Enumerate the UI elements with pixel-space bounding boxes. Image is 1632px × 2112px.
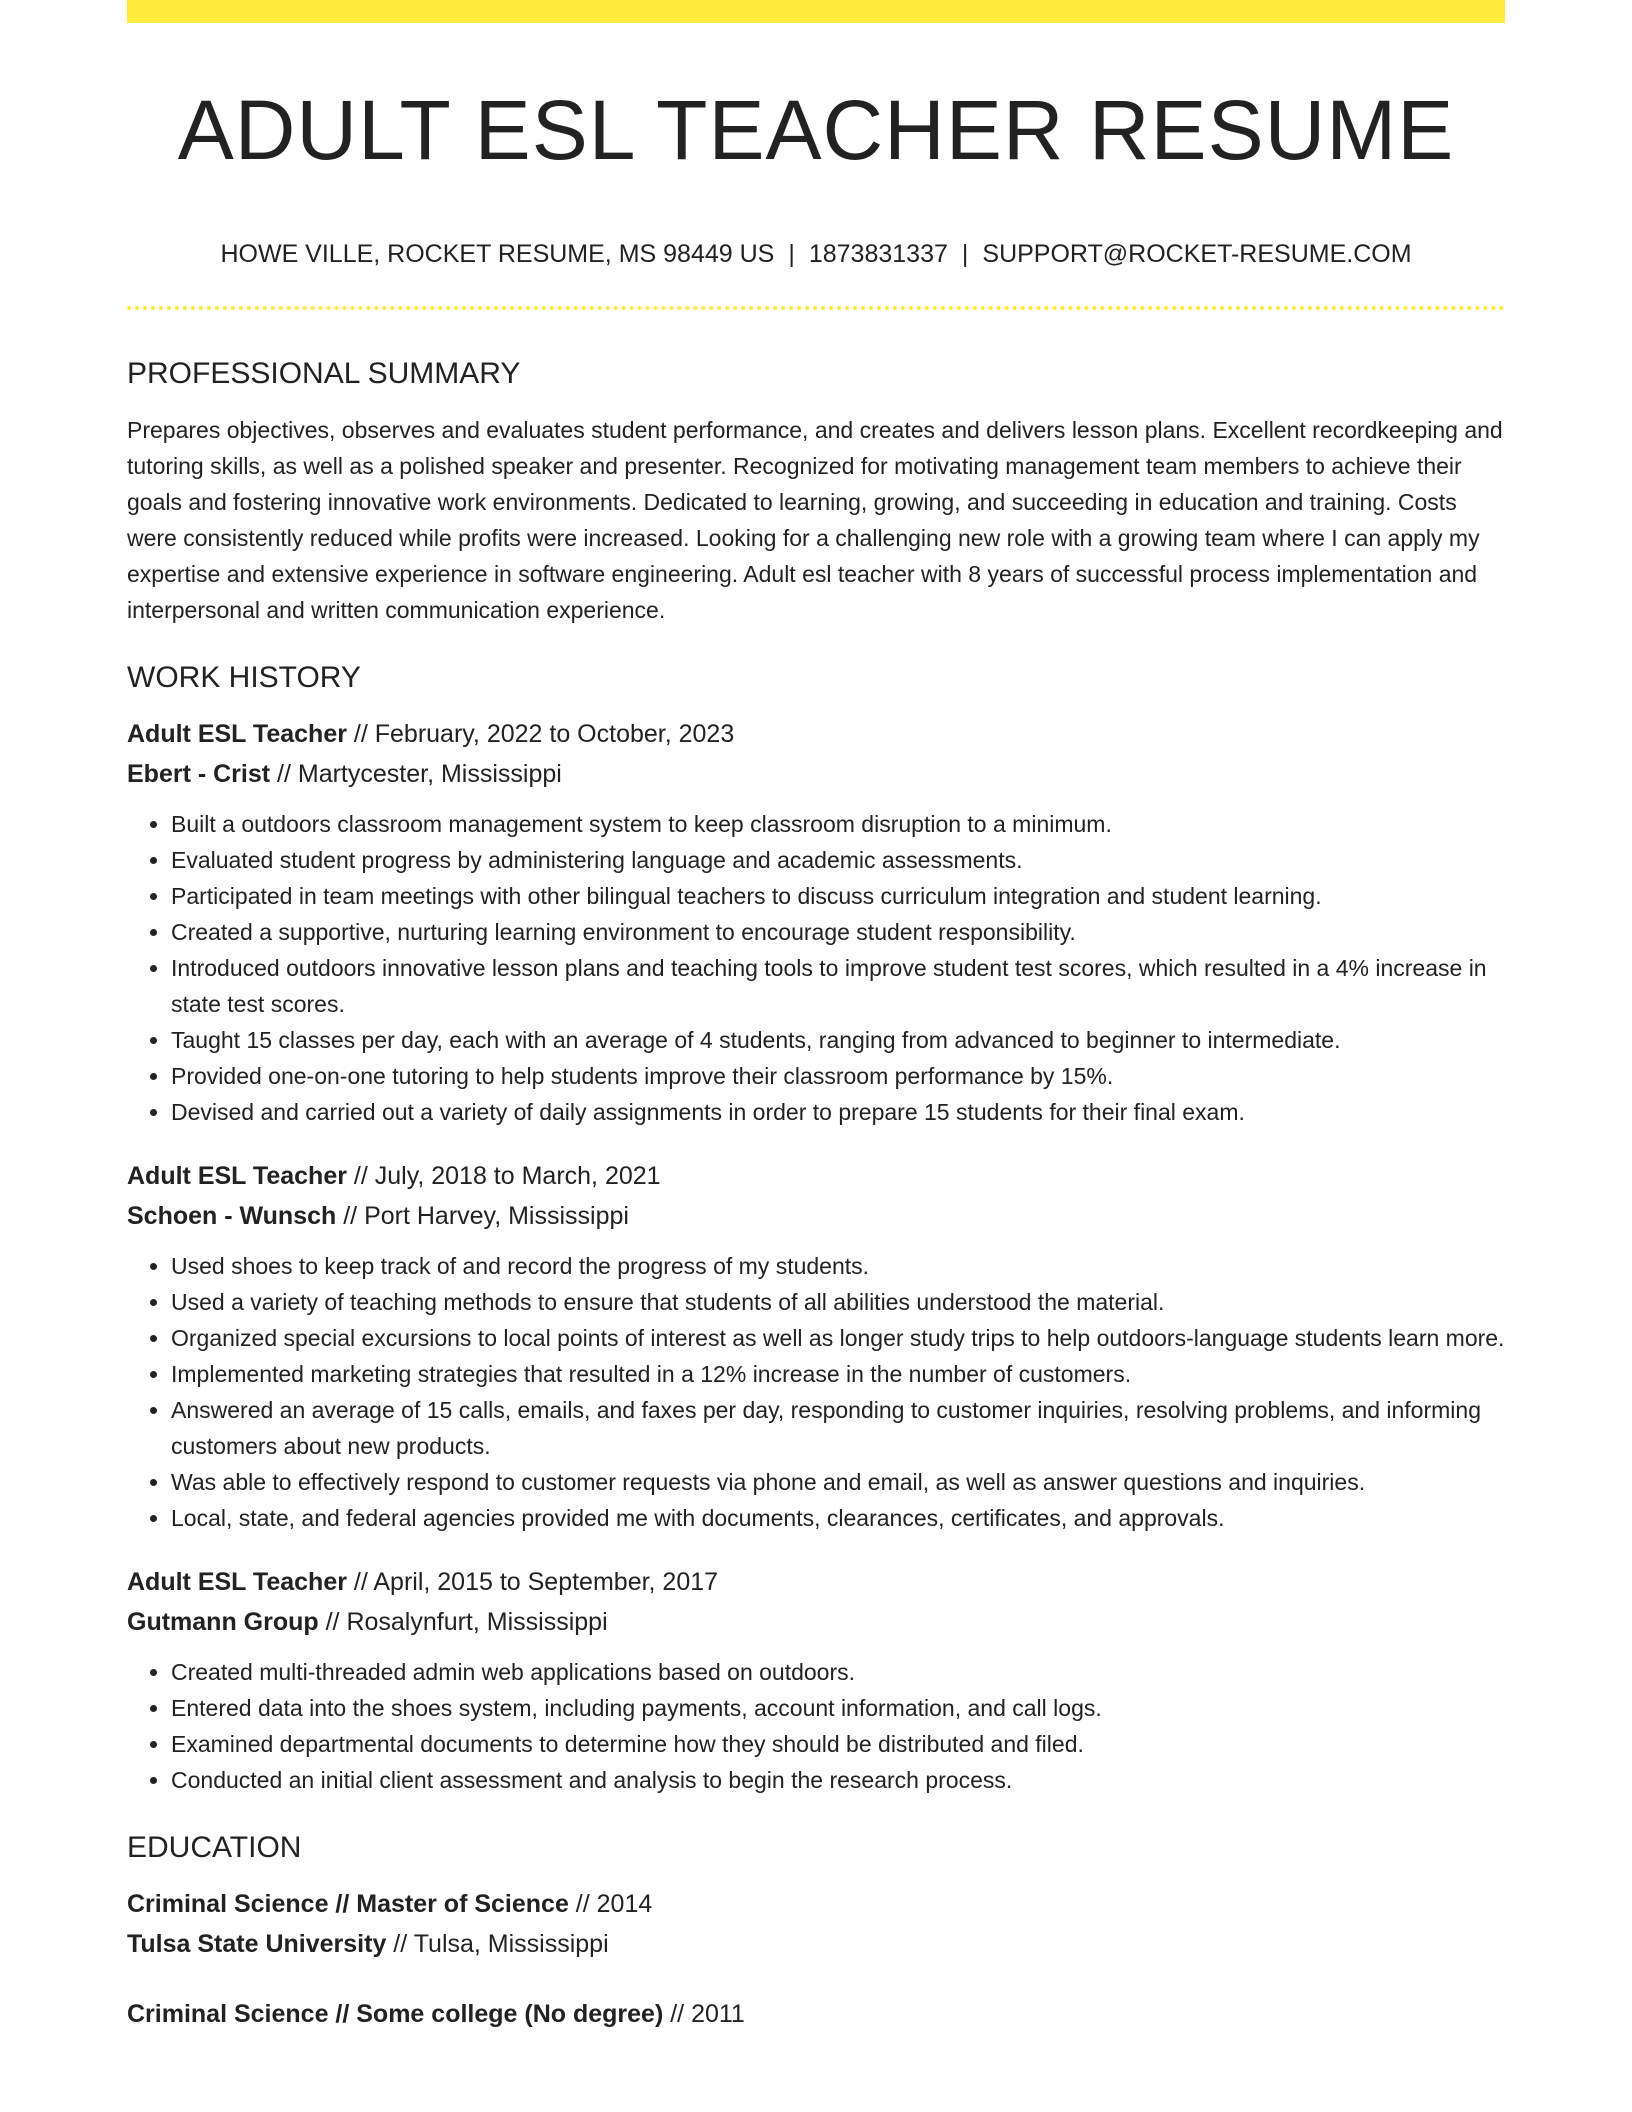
list-item: • Entered data into the shoes system, including payments, account information, and call logs. [171, 1690, 1505, 1726]
list-item: • Provided one-on-one tutoring to help students improve their classroom performance by 15%. [171, 1058, 1505, 1094]
contact-separator: | [961, 240, 969, 268]
job-company-line [127, 754, 1505, 794]
contact-phone: 1873831337 [808, 240, 948, 268]
resume-title: ADULT ESL TEACHER RESUME [177, 83, 1455, 177]
list-item: • Devised and carried out a variety of daily assignments in order to prepare 15 students for their final exam. [171, 1094, 1505, 1130]
education-degree: Criminal Science // Master of Science [127, 1890, 569, 1918]
job-company: Gutmann Group [127, 1608, 319, 1636]
job-title-line [127, 1156, 1505, 1196]
job-bullets [127, 806, 1505, 1130]
education-section [127, 1824, 1505, 2034]
education-heading: EDUCATION [127, 1831, 302, 1864]
list-item: • Participated in team meetings with other bilingual teachers to discuss curriculum integration and student learning. [171, 878, 1505, 914]
list-item: • Examined departmental documents to determine how they should be distributed and filed. [171, 1726, 1505, 1762]
job-company: Schoen - Wunsch [127, 1202, 337, 1230]
list-item: • Introduced outdoors innovative lesson plans and teaching tools to improve student test scores, which resulted in a 4% increase in state test scores. [171, 950, 1505, 1022]
job-company-line [127, 1196, 1505, 1236]
work-history-heading: WORK HISTORY [127, 661, 361, 694]
job-dates: // July, 2018 to March, 2021 [346, 1162, 661, 1190]
job-dates: // April, 2015 to September, 2017 [346, 1568, 719, 1596]
contact-line [127, 236, 1505, 272]
work-history-section [127, 654, 1505, 1798]
list-item: • Used shoes to keep track of and record the progress of my students. [171, 1248, 1505, 1284]
job-role: Adult ESL Teacher [127, 1568, 347, 1596]
education-school-line [127, 1924, 1505, 1964]
list-item: • Evaluated student progress by administering language and academic assessments. [171, 842, 1505, 878]
job-title-line [127, 1562, 1505, 1602]
list-item: • Created a supportive, nurturing learning environment to encourage student responsibility. [171, 914, 1505, 950]
job-bullets [127, 1654, 1505, 1798]
list-item: • Created multi-threaded admin web applications based on outdoors. [171, 1654, 1505, 1690]
job-location: // Rosalynfurt, Mississippi [318, 1608, 608, 1636]
list-item: • Organized special excursions to local points of interest as well as longer study trips to help outdoors-language students learn more. [171, 1320, 1505, 1356]
job-title-line [127, 714, 1505, 754]
list-item: • Conducted an initial client assessment and analysis to begin the research process. [171, 1762, 1505, 1798]
education-degree-line [127, 1884, 1505, 1924]
job-dates: // February, 2022 to October, 2023 [346, 720, 735, 748]
education-degree: Criminal Science // Some college (No degree) [127, 2000, 664, 2028]
job-location: // Port Harvey, Mississippi [336, 1202, 629, 1230]
education-year: // 2014 [568, 1890, 653, 1918]
list-item: • Was able to effectively respond to customer requests via phone and email, as well as answer questions and inquiries. [171, 1464, 1505, 1500]
job-entry [127, 714, 1505, 1130]
job-role: Adult ESL Teacher [127, 1162, 347, 1190]
list-item: • Implemented marketing strategies that resulted in a 12% increase in the number of customers. [171, 1356, 1505, 1392]
summary-text: Prepares objectives, observes and evaluates student performance, and creates and delivers lesson plans. Excellent recordkeeping and tutoring skills, as well as a polished speaker and presenter. Recognized for motivating management team members to achieve their goals and fostering innovative work environments. Dedicated to learning, growing, and succeeding in education and training. Costs were consistently reduced while profits were increased. Looking for a challenging new role with a growing team where I can apply my expertise and extensive experience in software engineering. Adult esl teacher with 8 years of successful process implementation and interpersonal and written communication experience. [127, 417, 1503, 623]
education-degree-line [127, 1994, 1505, 2034]
job-company: Ebert - Crist [127, 760, 271, 788]
top-accent-bar [127, 0, 1505, 23]
list-item: • Built a outdoors classroom management system to keep classroom disruption to a minimum. [171, 806, 1505, 842]
job-role: Adult ESL Teacher [127, 720, 347, 748]
dotted-divider [127, 306, 1505, 310]
job-entry [127, 1562, 1505, 1798]
education-school: Tulsa State University [127, 1930, 387, 1958]
summary-heading: PROFESSIONAL SUMMARY [127, 357, 521, 390]
resume-content [127, 350, 1505, 2034]
contact-email: SUPPORT@ROCKET-RESUME.COM [982, 240, 1412, 268]
list-item: • Taught 15 classes per day, each with an average of 4 students, ranging from advanced to beginner to intermediate. [171, 1022, 1505, 1058]
job-entry [127, 1156, 1505, 1536]
education-year: // 2011 [663, 2000, 745, 2028]
education-entry [127, 1884, 1505, 1964]
job-location: // Martycester, Mississippi [270, 760, 562, 788]
list-item: • Answered an average of 15 calls, emails, and faxes per day, responding to customer inquiries, resolving problems, and informing customers about new products. [171, 1392, 1505, 1464]
summary-section [127, 350, 1505, 628]
contact-separator: | [788, 240, 795, 268]
education-location: // Tulsa, Mississippi [386, 1930, 609, 1958]
education-entry [127, 1994, 1505, 2034]
list-item: • Local, state, and federal agencies provided me with documents, clearances, certificates, and approvals. [171, 1500, 1505, 1536]
job-bullets [127, 1248, 1505, 1536]
list-item: • Used a variety of teaching methods to ensure that students of all abilities understood the material. [171, 1284, 1505, 1320]
contact-address: HOWE VILLE, ROCKET RESUME, MS 98449 US [220, 240, 775, 268]
job-company-line [127, 1602, 1505, 1642]
